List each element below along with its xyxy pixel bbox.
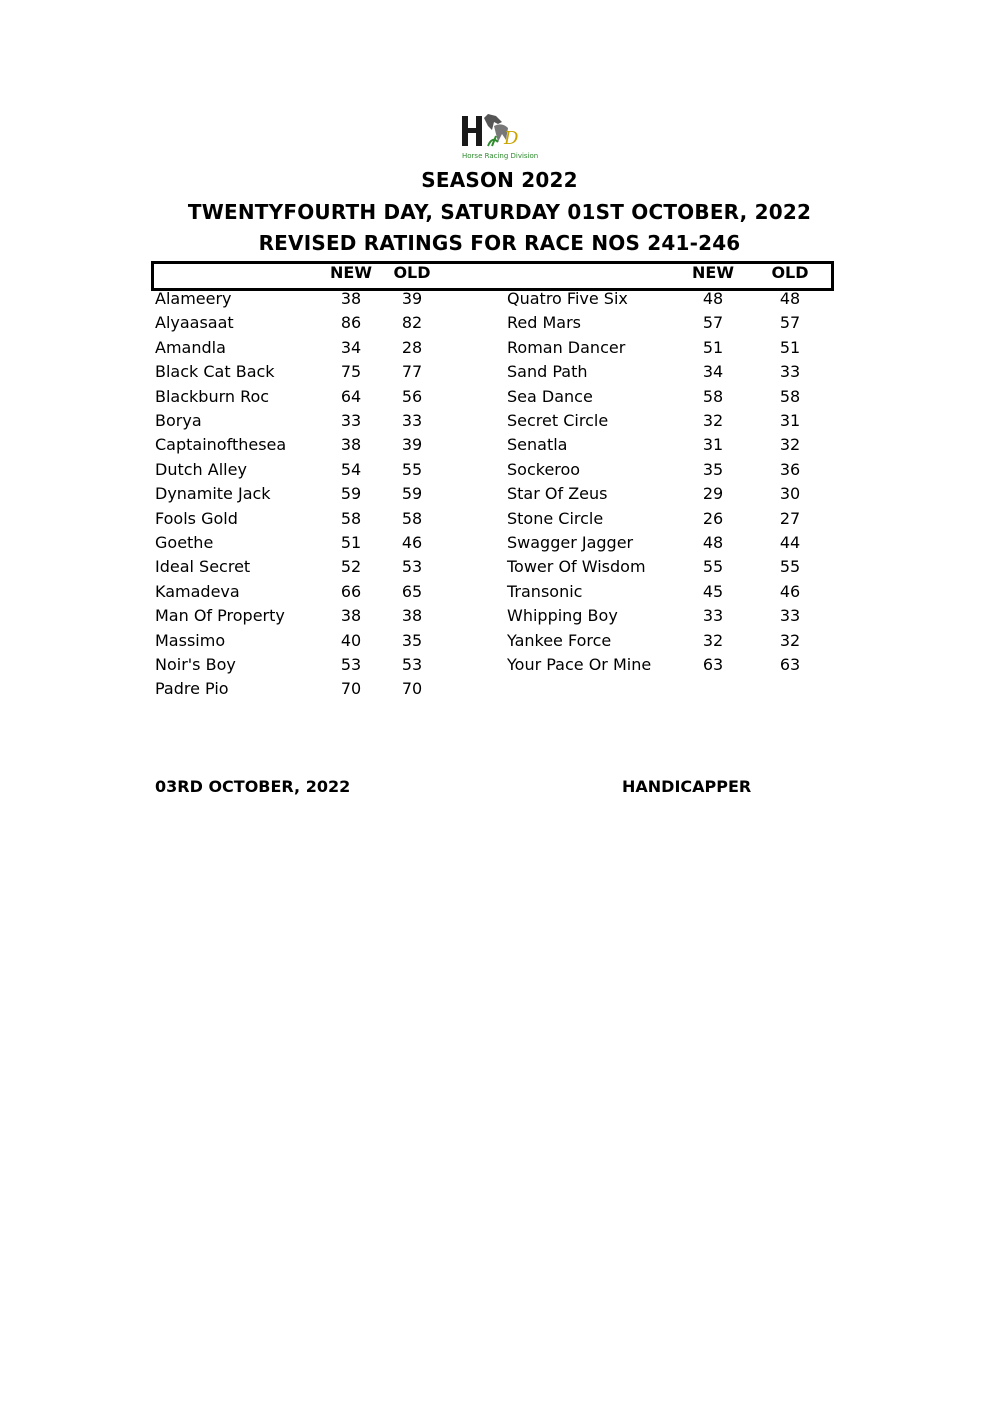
horse-racing-logo-icon	[458, 112, 544, 162]
old-rating: 46	[779, 581, 801, 601]
right-new-header: NEW	[692, 263, 734, 282]
old-rating: 56	[401, 386, 423, 406]
horse-name: Your Pace Or Mine	[507, 655, 652, 674]
old-rating: 38	[401, 606, 423, 626]
horse-name: Goethe	[155, 533, 214, 552]
new-rating: 34	[702, 362, 724, 382]
old-rating: 65	[401, 581, 423, 601]
horse-name: Kamadeva	[155, 581, 240, 601]
right-old-header: OLD	[771, 263, 809, 282]
old-rating: 57	[779, 313, 801, 333]
horse-name: Transonic	[507, 581, 583, 601]
new-rating: 38	[340, 435, 362, 455]
old-rating: 33	[401, 411, 423, 430]
old-rating: 35	[401, 630, 423, 650]
table-row	[0, 336, 999, 360]
new-rating: 70	[340, 679, 362, 699]
new-rating: 32	[702, 411, 724, 430]
svg-text:D: D	[504, 128, 519, 149]
old-rating: 58	[779, 386, 801, 406]
horse-name: Ideal Secret	[155, 557, 251, 577]
new-rating: 38	[340, 289, 362, 308]
horse-name: Secret Circle	[507, 411, 609, 430]
table-row	[0, 580, 999, 604]
table-row	[0, 531, 999, 555]
old-rating: 63	[779, 655, 801, 674]
old-rating: 51	[779, 337, 801, 357]
new-rating: 26	[702, 508, 724, 528]
left-old-header: OLD	[393, 263, 431, 282]
table-row	[0, 604, 999, 628]
new-rating: 54	[340, 459, 362, 479]
table-row	[0, 311, 999, 335]
new-rating: 58	[340, 508, 362, 528]
old-rating: 53	[401, 655, 423, 674]
new-rating: 51	[340, 533, 362, 552]
horse-name: Noir's Boy	[155, 655, 236, 674]
old-rating: 55	[401, 459, 423, 479]
left-new-header: NEW	[330, 263, 372, 282]
old-rating: 30	[779, 484, 801, 504]
old-rating: 39	[401, 435, 423, 455]
new-rating: 33	[702, 606, 724, 626]
old-rating: 33	[779, 362, 801, 382]
season-title: SEASON 2022	[421, 168, 578, 192]
horse-name: Tower Of Wisdom	[507, 557, 646, 577]
table-row	[0, 555, 999, 579]
old-rating: 82	[401, 313, 423, 333]
old-rating: 32	[779, 630, 801, 650]
ratings-subtitle: REVISED RATINGS FOR RACE NOS 241-246	[258, 231, 741, 255]
horse-name: Dutch Alley	[155, 459, 247, 479]
old-rating: 36	[779, 459, 801, 479]
new-rating: 34	[340, 337, 362, 357]
horse-name: Yankee Force	[507, 630, 612, 650]
new-rating: 86	[340, 313, 362, 333]
old-rating: 39	[401, 289, 423, 308]
new-rating: 31	[702, 435, 724, 455]
horse-name: Blackburn Roc	[155, 386, 270, 406]
old-rating: 31	[779, 411, 801, 430]
old-rating: 48	[779, 289, 801, 308]
horse-name: Black Cat Back	[155, 362, 275, 382]
horse-name: Sand Path	[507, 362, 588, 382]
horse-name: Sea Dance	[507, 386, 593, 406]
old-rating: 55	[779, 557, 801, 577]
old-rating: 58	[401, 508, 423, 528]
new-rating: 59	[340, 484, 362, 504]
footer-handicapper: HANDICAPPER	[622, 777, 752, 796]
hrd-logo	[458, 112, 544, 162]
old-rating: 33	[779, 606, 801, 626]
horse-name: Alyaasaat	[155, 313, 234, 333]
horse-name: Dynamite Jack	[155, 484, 271, 504]
horse-name: Borya	[155, 411, 202, 430]
horse-name: Red Mars	[507, 313, 582, 333]
old-rating: 32	[779, 435, 801, 455]
horse-name: Massimo	[155, 630, 226, 650]
horse-name: Quatro Five Six	[507, 289, 628, 308]
new-rating: 53	[340, 655, 362, 674]
old-rating: 70	[401, 679, 423, 699]
new-rating: 52	[340, 557, 362, 577]
table-row	[0, 458, 999, 482]
table-row	[0, 482, 999, 506]
table-row	[0, 360, 999, 384]
table-row	[0, 287, 999, 311]
horse-name: Fools Gold	[155, 508, 238, 528]
old-rating: 44	[779, 533, 801, 552]
new-rating: 40	[340, 630, 362, 650]
new-rating: 38	[340, 606, 362, 626]
new-rating: 57	[702, 313, 724, 333]
old-rating: 53	[401, 557, 423, 577]
horse-name: Captainofthesea	[155, 435, 287, 455]
horse-name: Swagger Jagger	[507, 533, 634, 552]
new-rating: 45	[702, 581, 724, 601]
new-rating: 75	[340, 362, 362, 382]
table-row	[0, 507, 999, 531]
old-rating: 77	[401, 362, 423, 382]
table-row	[0, 385, 999, 409]
old-rating: 27	[779, 508, 801, 528]
horse-name: Stone Circle	[507, 508, 604, 528]
old-rating: 28	[401, 337, 423, 357]
table-row	[0, 629, 999, 653]
table-row	[0, 677, 999, 701]
horse-name: Senatla	[507, 435, 568, 455]
table-row	[0, 653, 999, 677]
new-rating: 35	[702, 459, 724, 479]
old-rating: 59	[401, 484, 423, 504]
new-rating: 33	[340, 411, 362, 430]
new-rating: 32	[702, 630, 724, 650]
new-rating: 64	[340, 386, 362, 406]
footer-date: 03RD OCTOBER, 2022	[155, 777, 351, 796]
new-rating: 29	[702, 484, 724, 504]
svg-text:Horse Racing Division: Horse Racing Division	[462, 152, 539, 160]
horse-name: Sockeroo	[507, 459, 581, 479]
horse-name: Padre Pio	[155, 679, 229, 699]
new-rating: 63	[702, 655, 724, 674]
new-rating: 58	[702, 386, 724, 406]
new-rating: 51	[702, 337, 724, 357]
new-rating: 48	[702, 533, 724, 552]
horse-name: Man Of Property	[155, 606, 285, 626]
race-day-title: TWENTYFOURTH DAY, SATURDAY 01ST OCTOBER, 2022	[187, 200, 812, 224]
horse-name: Star Of Zeus	[507, 484, 608, 504]
new-rating: 48	[702, 289, 724, 308]
new-rating: 55	[702, 557, 724, 577]
horse-name: Whipping Boy	[507, 606, 618, 626]
horse-name: Amandla	[155, 337, 226, 357]
horse-name: Alameery	[155, 289, 232, 308]
old-rating: 46	[401, 533, 423, 552]
table-row	[0, 409, 999, 433]
new-rating: 66	[340, 581, 362, 601]
horse-name: Roman Dancer	[507, 337, 626, 357]
table-row	[0, 433, 999, 457]
